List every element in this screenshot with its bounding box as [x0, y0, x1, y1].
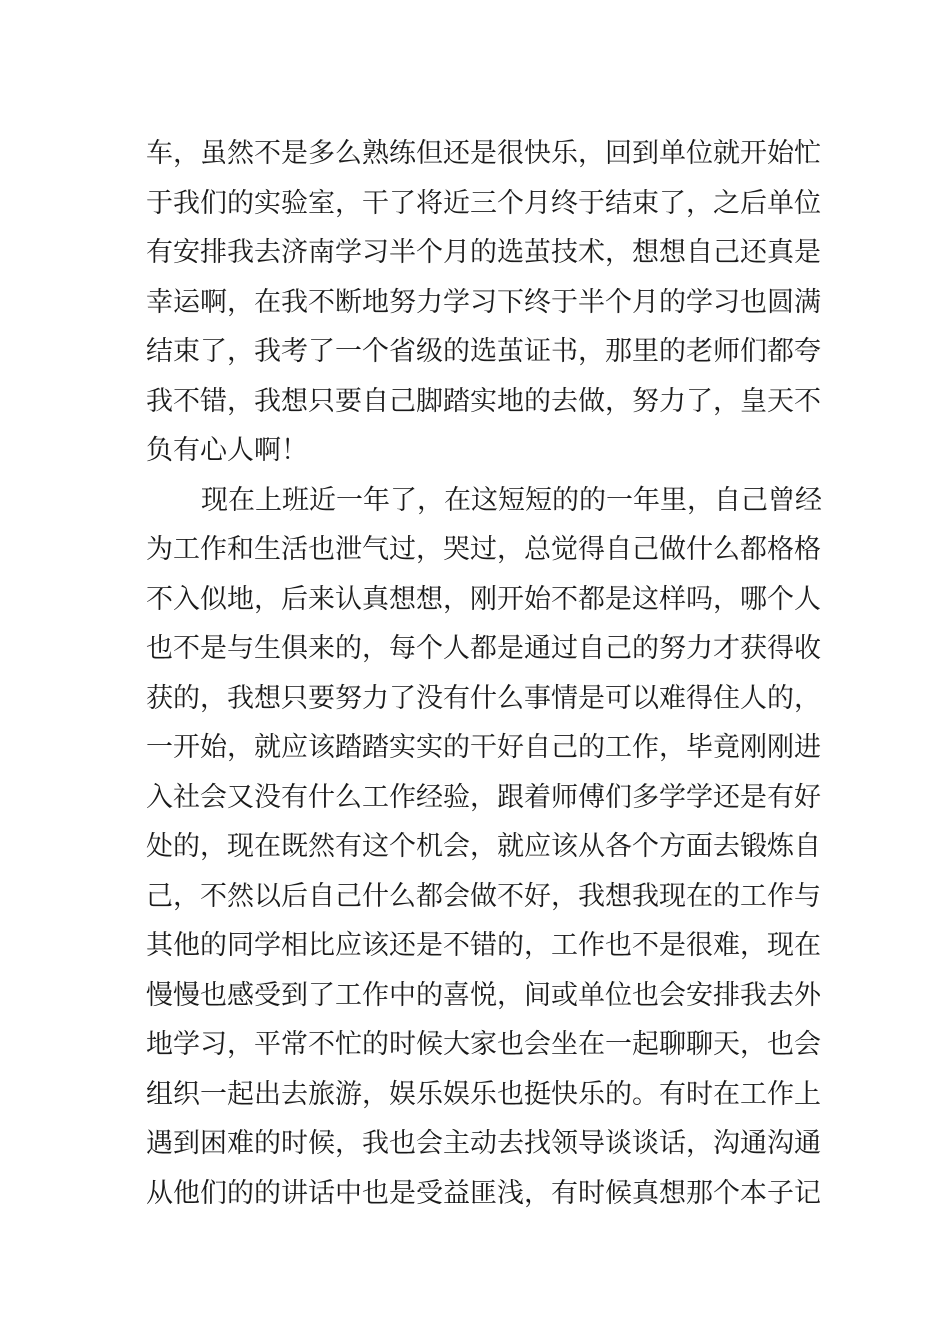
text-line: 现在上班近一年了，在这短短的的一年里，自己曾经 — [201, 484, 822, 516]
text-line: 其他的同学相比应该还是不错的，工作也不是很难，现在 — [146, 930, 821, 961]
text-line: 地学习，平常不忙的时候大家也会坐在一起聊聊天，也会 — [146, 1029, 821, 1060]
text-line: 幸运啊，在我不断地努力学习下终于半个月的学习也圆满 — [146, 286, 821, 318]
text-line: 己，不然以后自己什么都会做不好，我想我现在的工作与 — [146, 880, 821, 912]
paragraph-2 — [146, 476, 822, 1219]
text-line: 我不错，我想只要自己脚踏实地的去做，努力了，皇天不 — [146, 385, 821, 417]
text-line: 从他们的的讲话中也是受益匪浅，有时候真想那个本子记 — [146, 1177, 821, 1209]
paragraph-1 — [146, 129, 821, 476]
text-line: 遇到困难的时候，我也会主动去找领导谈谈话，沟通沟通 — [146, 1128, 821, 1159]
text-line: 获的，我想只要努力了没有什么事情是可以难得住人的， — [146, 682, 821, 714]
text-line: 结束了，我考了一个省级的选茧证书，那里的老师们都夸 — [146, 336, 821, 367]
text-line: 不入似地，后来认真想想，刚开始不都是这样吗，哪个人 — [146, 583, 821, 615]
text-line: 也不是与生俱来的，每个人都是通过自己的努力才获得收 — [146, 633, 821, 664]
text-line: 车，虽然不是多么熟练但还是很快乐，回到单位就开始忙 — [146, 138, 821, 169]
text-line: 于我们的实验室，干了将近三个月终于结束了，之后单位 — [146, 187, 821, 219]
text-line: 入社会又没有什么工作经验，跟着师傅们多学学还是有好 — [146, 781, 821, 813]
text-line: 组织一起出去旅游，娱乐娱乐也挺快乐的。有时在工作上 — [146, 1078, 821, 1110]
text-line: 处的，现在既然有这个机会，就应该从各个方面去锻炼自 — [146, 831, 821, 862]
body-text — [146, 129, 822, 1218]
text-line: 负有心人啊！ — [146, 435, 308, 466]
text-line: 慢慢也感受到了工作中的喜悦，间或单位也会安排我去外 — [146, 979, 821, 1011]
text-line: 有安排我去济南学习半个月的选茧技术，想想自己还真是 — [146, 237, 821, 268]
text-line: 一开始，就应该踏踏实实的干好自己的工作，毕竟刚刚进 — [146, 732, 821, 763]
text-line: 为工作和生活也泄气过，哭过，总觉得自己做什么都格格 — [146, 534, 821, 565]
